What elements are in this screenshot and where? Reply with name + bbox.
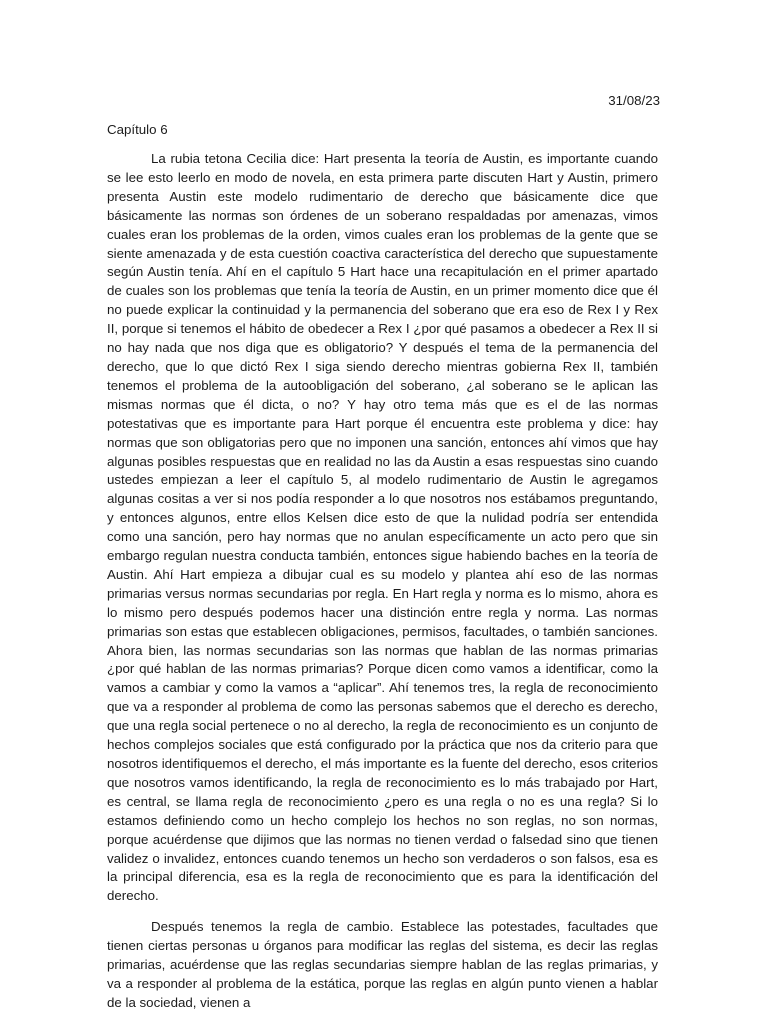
chapter-title: Capítulo 6 (107, 122, 168, 137)
paragraph-2: Después tenemos la regla de cambio. Establece las potestades, facultades que tienen ciertas personas u órganos para modificar las reglas del sistema, es decir las reglas primarias, acuérdense que las reglas secundarias siempre hablan de las reglas primarias, y va a responder al problema de la estática, porque las reglas en algún punto vienen a hablar de la sociedad, vienen a (107, 919, 658, 1010)
document-body (107, 150, 658, 1025)
paragraph-1: La rubia tetona Cecilia dice: Hart presenta la teoría de Austin, es importante cuando se lee esto leerlo en modo de novela, en esta primera parte discuten Hart y Austin, primero presenta Austin este modelo rudimentario de derecho que básicamente dice que básicamente las normas son órdenes de un soberano respaldadas por amenazas, vimos cuales eran los problemas de la orden, vimos cuales eran los problemas de la gente que se siente amenazada y de esta cuestión coactiva característica del derecho que supuestamente según Austin tenía. Ahí en el capítulo 5 Hart hace una recapitulación en el primer apartado de cuales son los problemas que tenía la teoría de Austin, en un primer momento dice que él no puede explicar la continuidad y la permanencia del soberano que era eso de Rex I y Rex II, porque si tenemos el hábito de obedecer a Rex I ¿por qué pasamos a obedecer a Rex II si no hay nada que nos diga que es obligatorio? Y después el tema de la permanencia del derecho, que lo que dictó Rex I siga siendo derecho mientras gobierna Rex II, también tenemos el problema de la autoobligación del soberano, ¿al soberano se le aplican las mismas normas que él dicta, o no? Y hay otro tema más que es el de las normas potestativas que es importante para Hart porque él encuentra este problema y dice: hay normas que son obligatorias pero que no imponen una sanción, entonces ahí vimos que hay algunas posibles respuestas que en realidad no las da Austin a esas respuestas sino cuando ustedes empiezan a leer el capítulo 5, al modelo rudimentario de Austin le agregamos algunas cositas a ver si nos podía responder a lo que nosotros nos estábamos preguntando, y entonces algunos, entre ellos Kelsen dice esto de que la nulidad podría ser entendida como una sanción, pero hay normas que no anulan específicamente un acto pero que sin embargo regulan nuestra conducta también, entonces sigue habiendo baches en la teoría de Austin. Ahí Hart empieza a dibujar cual es su modelo y plantea ahí eso de las normas primarias versus normas secundarias por regla. En Hart regla y norma es lo mismo, ahora es lo mismo pero después podemos hacer una distinción entre regla y norma. Las normas primarias son estas que establecen obligaciones, permisos, facultades, o también sanciones. Ahora bien, las normas secundarias son las normas que hablan de las normas primarias ¿por qué hablan de las normas primarias? Porque dicen como vamos a identificar, como la vamos a cambiar y como la vamos a “aplicar”. Ahí tenemos tres, la regla de reconocimiento que va a responder al problema de como las personas sabemos que el derecho es derecho, que una regla social pertenece o no al derecho, la regla de reconocimiento es un conjunto de hechos complejos sociales que está configurado por la práctica que nos da criterio para que nosotros identifiquemos el derecho, el más importante es la fuente del derecho, esos criterios que nosotros vamos identificando, la regla de reconocimiento es lo más trabajado por Hart, es central, se llama regla de reconocimiento ¿pero es una regla o no es una regla? Si lo estamos definiendo como un hecho complejo los hechos no son reglas, no son normas, porque acuérdense que dijimos que las normas no tienen verdad o falsedad sino que tienen validez o invalidez, entonces cuando tenemos un hecho son verdaderos o son falsos, esa es la principal diferencia, esa es la regla de reconocimiento que es para la identificación del derecho. (107, 151, 658, 904)
document-date: 31/08/23 (608, 93, 660, 108)
